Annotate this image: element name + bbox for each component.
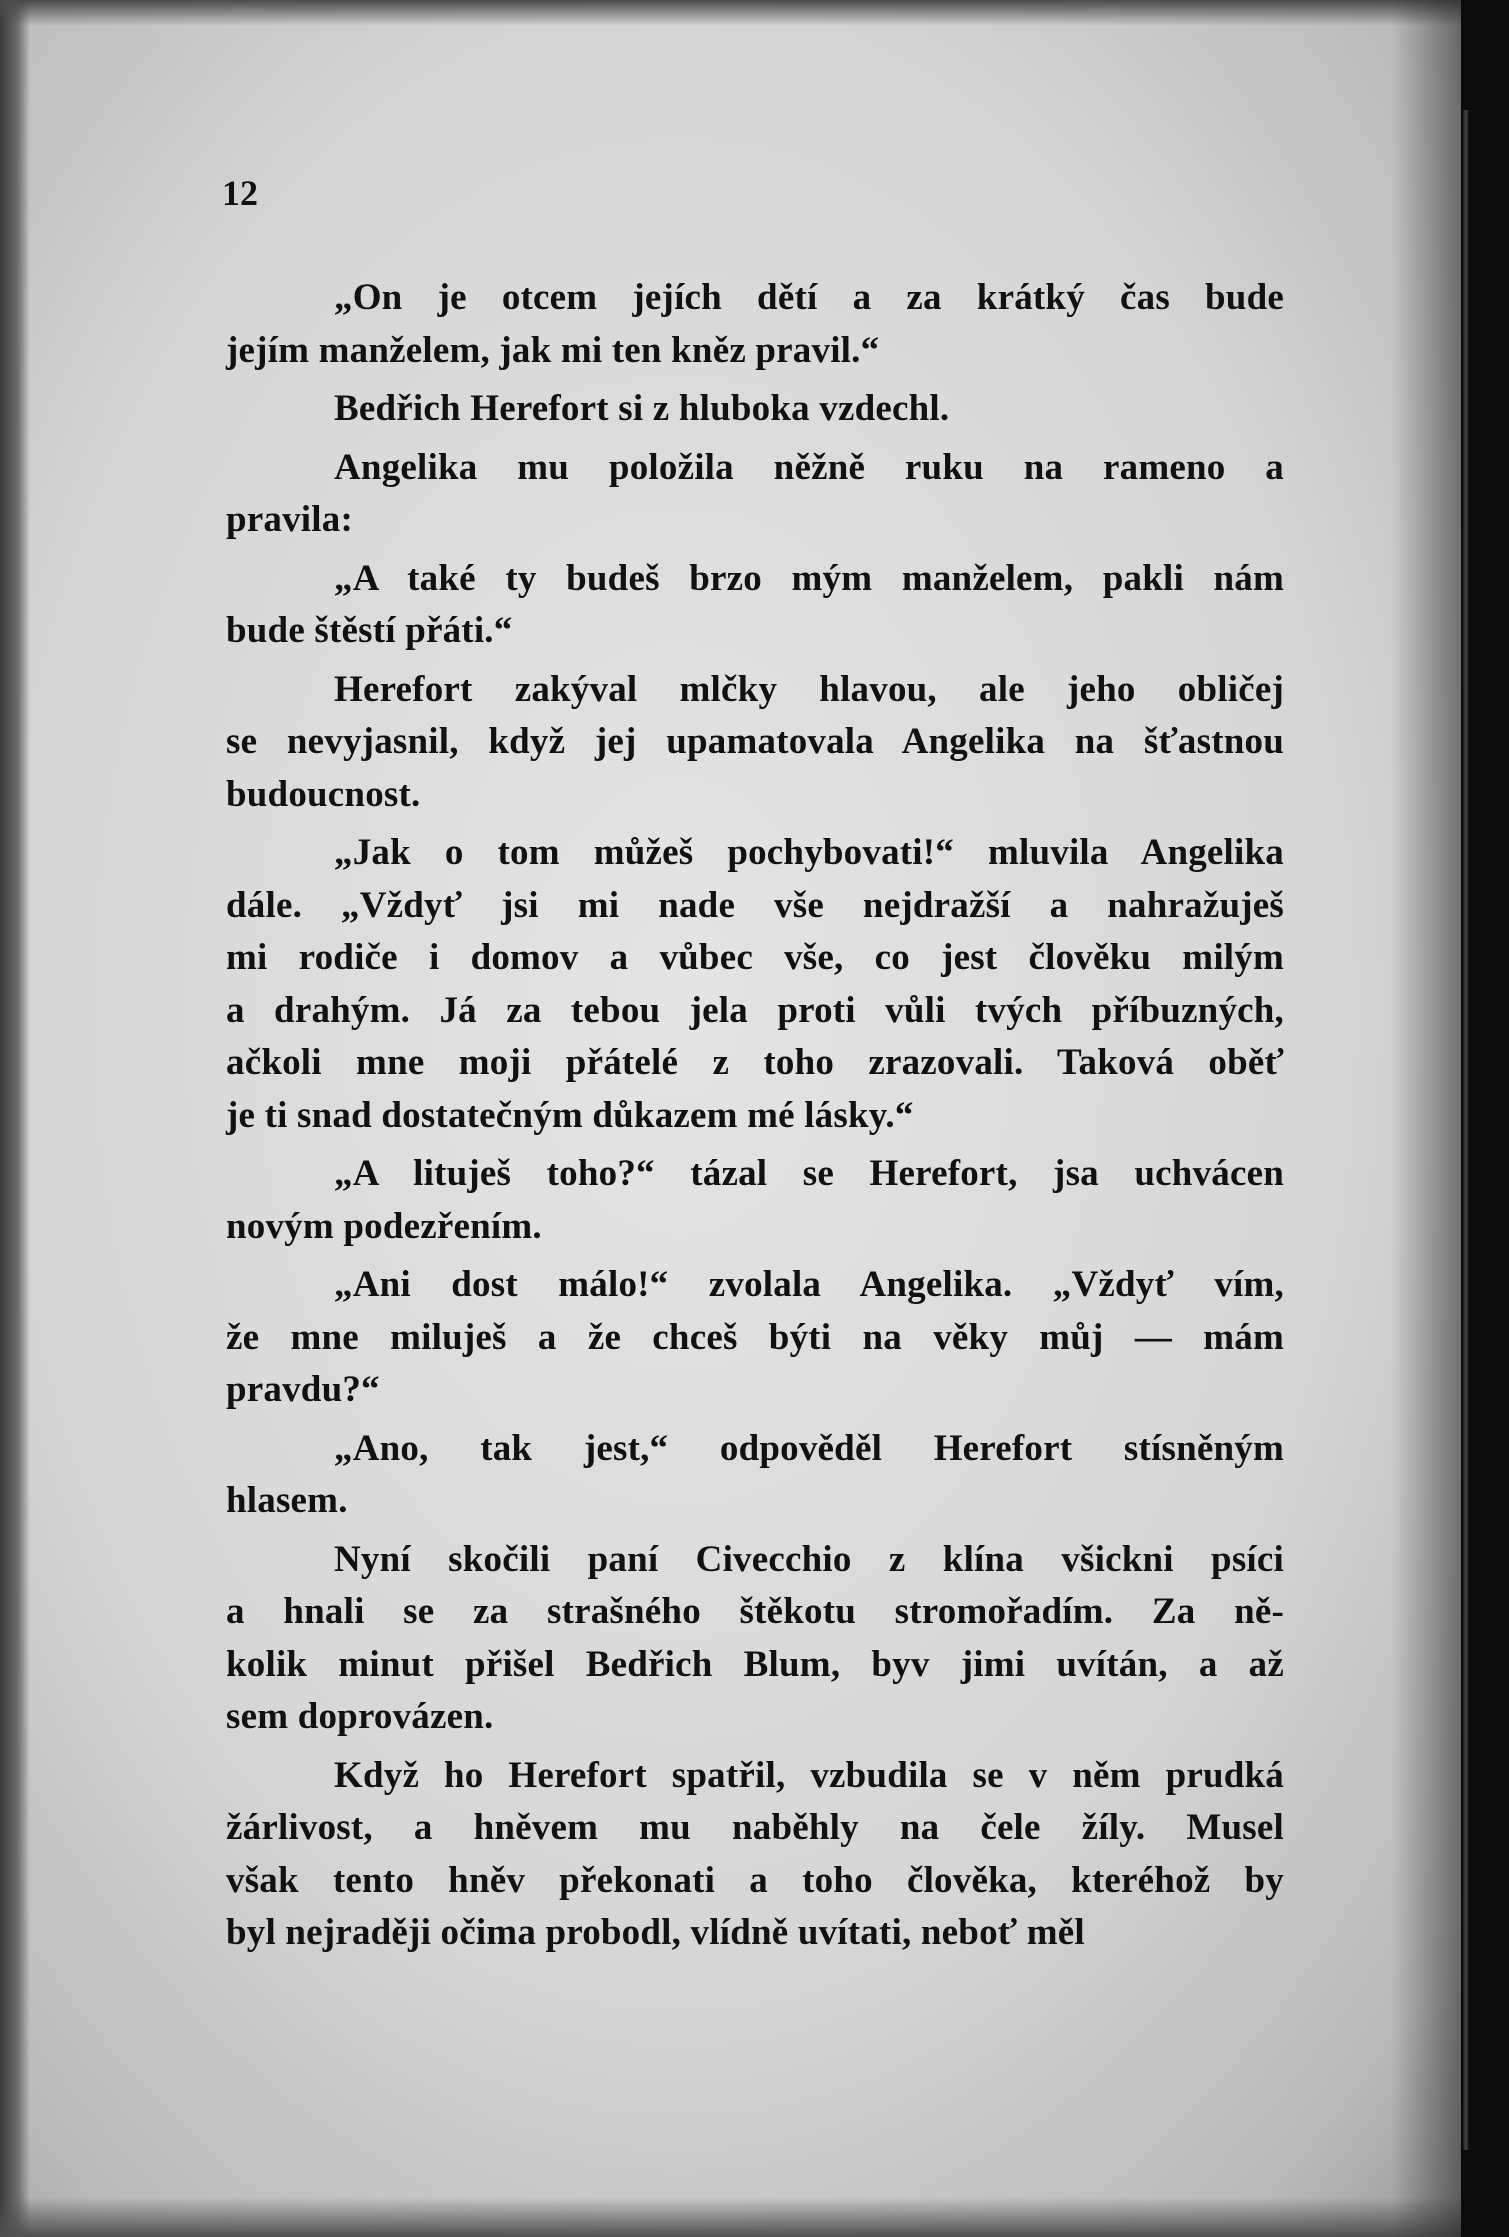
text-line: kolik minut přišel Bedřich Blum, byv jimi uvítán, a až — [226, 1643, 1284, 1685]
text-line: pravdu?“ — [226, 1369, 380, 1410]
text-line: Když ho Herefort spatřil, vzbudila se v něm prudká — [334, 1754, 1284, 1796]
text-line: ačkoli mne moji přátelé z toho zrazovali. Taková oběť — [226, 1042, 1284, 1083]
text-line: „A lituješ toho?“ tázal se Herefort, jsa uchvácen — [334, 1153, 1284, 1194]
text-line: „A také ty budeš brzo mým manželem, pakli nám — [334, 557, 1284, 599]
scan-edge-left — [0, 0, 30, 2237]
paragraph — [226, 1423, 1284, 1528]
text-line: mi rodiče i domov a vůbec vše, co jest člověku milým — [226, 937, 1284, 978]
text-line: že mne miluješ a že chceš býti na věky můj — mám — [226, 1316, 1284, 1358]
text-line: dále. „Vždyť jsi mi nade vše nejdražší a nahražuješ — [226, 884, 1284, 926]
text-line: Nyní skočili paní Civecchio z klína všickni psíci — [334, 1538, 1284, 1580]
text-line: žárlivost, a hněvem mu naběhly na čele žíly. Musel — [226, 1807, 1284, 1848]
text-line: a drahým. Já za tebou jela proti vůli tvých příbuzných, — [226, 989, 1284, 1031]
paragraph — [226, 442, 1284, 547]
text-line: budoucnost. — [226, 773, 421, 815]
text-line: se nevyjasnil, když jej upamatovala Angelika na šťastnou — [226, 721, 1284, 762]
text-line: jejím manželem, jak mi ten kněz pravil.“ — [226, 329, 880, 371]
text-line: však tento hněv překonati a toho člověka, kteréhož by — [226, 1859, 1284, 1901]
body-text — [226, 272, 1284, 1966]
text-line: pravila: — [226, 499, 353, 540]
text-line: hlasem. — [226, 1480, 348, 1521]
paragraph — [226, 1148, 1284, 1253]
text-line: Angelika mu položila něžně ruku na rameno a — [334, 446, 1284, 488]
page-number: 12 — [222, 173, 258, 213]
text-line: je ti snad dostatečným důkazem mé lásky.“ — [226, 1094, 914, 1136]
text-line: a hnali se za strašného štěkotu stromořadím. Za ně- — [226, 1591, 1284, 1632]
scan-edge-top — [0, 0, 1509, 26]
text-line: „Ani dost málo!“ zvolala Angelika. „Vždyť vím, — [334, 1264, 1284, 1305]
paragraph — [226, 383, 1284, 436]
text-line: Herefort zakýval mlčky hlavou, ale jeho obličej — [334, 668, 1284, 710]
paragraph — [226, 664, 1284, 822]
text-line: bude štěstí přáti.“ — [226, 610, 513, 651]
text-line: „Ano, tak jest,“ odpověděl Herefort stísněným — [334, 1427, 1284, 1469]
paragraph — [226, 1750, 1284, 1960]
paragraph — [226, 1534, 1284, 1744]
paragraph — [226, 1259, 1284, 1417]
paragraph — [226, 827, 1284, 1142]
book-spine — [1463, 110, 1469, 2150]
text-line: byl nejraději očima probodl, vlídně uvítati, neboť měl — [226, 1912, 1085, 1953]
scan-edge-bottom — [0, 2197, 1509, 2237]
text-line: novým podezřením. — [226, 1205, 542, 1247]
paragraph — [226, 553, 1284, 658]
text-line: „Jak o tom můžeš pochybovati!“ mluvila Angelika — [334, 832, 1284, 873]
text-line: „On je otcem jejích dětí a za krátký čas bude — [334, 277, 1284, 318]
text-line: Bedřich Herefort si z hluboka vzdechl. — [334, 388, 950, 429]
paragraph — [226, 272, 1284, 377]
text-line: sem doprovázen. — [226, 1696, 494, 1737]
spine-shadow — [1391, 0, 1461, 2237]
